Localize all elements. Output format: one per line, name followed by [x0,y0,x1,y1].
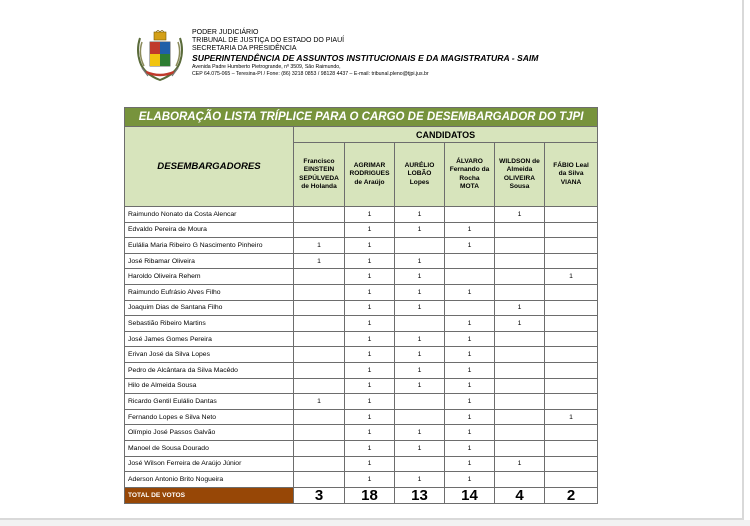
candidate-name-line: AURÉLIO [404,162,435,170]
desembargador-name: Ricardo Gentil Eulálio Dantas [125,394,294,410]
candidate-name-line: WILDSON de [499,158,540,166]
candidate-name-line: EINSTEIN [303,166,335,174]
header-address: Avenida Padre Humberto Pietrogrande, nº 3509, São Raimundo, [192,64,341,70]
vote-cell [395,316,445,332]
vote-cell [294,472,345,488]
table-row [125,425,598,441]
vote-cell [495,440,545,456]
vote-cell: 1 [445,362,495,378]
votes-table [124,107,598,504]
total-votes-value: 3 [294,487,345,503]
desembargador-name: José James Gomes Pereira [125,331,294,347]
vote-cell [495,425,545,441]
vote-cell: 1 [345,440,395,456]
candidate-name-line: ÁLVARO [456,158,483,166]
header-line-2: TRIBUNAL DE JUSTIÇA DO ESTADO DO PIAUÍ [192,37,345,44]
desembargador-name: Haroldo Oliveira Rehem [125,269,294,285]
vote-cell [395,456,445,472]
vote-cell: 1 [345,269,395,285]
total-row [125,487,598,503]
vote-cell [445,269,495,285]
vote-cell [294,440,345,456]
candidate-name-line: SEPÚLVEDA [299,174,339,182]
total-votes-value: 14 [445,487,495,503]
vote-cell: 1 [395,300,445,316]
table-row [125,409,598,425]
table-row [125,394,598,410]
table-title: ELABORAÇÃO LISTA TRÍPLICE PARA O CARGO DE DESEMBARGADOR DO TJPI [125,108,598,127]
total-votes-value: 4 [495,487,545,503]
vote-cell [294,284,345,300]
vote-cell [545,347,598,363]
vote-cell [495,394,545,410]
vote-cell: 1 [345,222,395,238]
vote-cell: 1 [445,440,495,456]
desembargador-name: Aderson Antonio Brito Nogueira [125,472,294,488]
vote-cell [294,300,345,316]
vote-cell: 1 [395,362,445,378]
vote-cell: 1 [445,284,495,300]
candidate-name-line: Francisco [303,158,335,166]
desembargador-name: Raimundo Nonato da Costa Alencar [125,207,294,223]
vote-cell: 1 [345,347,395,363]
vote-cell: 1 [445,331,495,347]
desembargador-name: Joaquim Dias de Santana Filho [125,300,294,316]
vote-cell: 1 [395,222,445,238]
candidate-name-line: Lopes [409,178,430,186]
vote-cell [545,378,598,394]
table-body [125,207,598,504]
vote-cell: 1 [445,222,495,238]
vote-cell [545,456,598,472]
candidate-name-line: de Holanda [301,182,337,190]
vote-cell [545,394,598,410]
candidate-name-line: de Araújo [354,178,385,186]
table-row [125,284,598,300]
vote-cell [445,300,495,316]
vote-cell [545,362,598,378]
vote-cell: 1 [395,347,445,363]
table-row [125,331,598,347]
vote-cell [294,425,345,441]
vote-cell [495,269,545,285]
vote-cell [445,207,495,223]
vote-cell [545,300,598,316]
vote-cell: 1 [395,253,445,269]
candidate-name-line: VIANA [560,178,582,186]
vote-cell: 1 [294,238,345,254]
vote-cell [395,238,445,254]
header-line-1: PODER JUDICIÁRIO [192,29,259,36]
candidate-name-line: da Silva [558,170,584,178]
candidate-name-line: RODRIGUES [349,170,390,178]
vote-cell: 1 [445,409,495,425]
desembargador-name: Hilo de Almeida Sousa [125,378,294,394]
vote-cell [495,347,545,363]
candidate-name-line: MOTA [460,182,479,190]
vote-cell [545,253,598,269]
desembargador-name: Raimundo Eufrásio Alves Filho [125,284,294,300]
vote-cell: 1 [345,472,395,488]
header-contact: CEP 64.075-065 – Teresina-PI / Fone: (86) 3218 0853 / 98128 4437 – E-mail: tribunal.pleno@tjpi.jus.br [192,71,429,77]
table-row [125,362,598,378]
vote-cell [495,284,545,300]
candidate-name-line: Fernando da [449,166,490,174]
vote-cell: 1 [345,300,395,316]
header-line-3: SECRETARIA DA PRESIDÊNCIA [192,45,297,52]
letterhead [192,29,612,78]
vote-cell: 1 [345,331,395,347]
desembargador-name: Sebastião Ribeiro Martins [125,316,294,332]
vote-cell [294,456,345,472]
vote-cell: 1 [395,331,445,347]
desembargador-name: Erivan José da Silva Lopes [125,347,294,363]
table-row [125,347,598,363]
vote-cell: 1 [345,362,395,378]
vote-cell [545,284,598,300]
desembargador-name: Fernando Lopes e Silva Neto [125,409,294,425]
vote-cell [294,207,345,223]
vote-cell: 1 [345,316,395,332]
candidate-name-line: AGRIMAR [353,162,386,170]
candidates-header: CANDIDATOS [294,127,598,143]
vote-cell [294,409,345,425]
vote-cell: 1 [495,316,545,332]
table-row [125,378,598,394]
desembargador-name: Eulália Maria Ribeiro G Nascimento Pinheiro [125,238,294,254]
desembargador-name: Manoel de Sousa Dourado [125,440,294,456]
vote-cell [545,425,598,441]
total-votes-value: 2 [545,487,598,503]
vote-cell [495,331,545,347]
candidate-name-line: LOBÃO [407,170,432,178]
vote-cell: 1 [395,440,445,456]
vote-cell [545,207,598,223]
table-row [125,253,598,269]
vote-cell [495,238,545,254]
candidate-name-line: Sousa [509,182,530,190]
vote-cell: 1 [345,238,395,254]
vote-cell [294,331,345,347]
vote-cell: 1 [345,207,395,223]
header-department: SUPERINTENDÊNCIA DE ASSUNTOS INSTITUCIONAIS E DA MAGISTRATURA - SAIM [192,53,539,63]
vote-cell [495,253,545,269]
vote-cell: 1 [345,253,395,269]
table-row [125,238,598,254]
vote-cell [495,378,545,394]
vote-cell [495,472,545,488]
vote-cell: 1 [445,472,495,488]
vote-cell: 1 [445,347,495,363]
vote-cell: 1 [495,300,545,316]
vote-cell [495,222,545,238]
desembargador-name: José Wilson Ferreira de Araújo Júnior [125,456,294,472]
table-row [125,300,598,316]
candidate-name-line: Rocha [459,174,480,182]
viewer-bottom-bar [0,520,750,526]
vote-cell: 1 [395,472,445,488]
vote-cell: 1 [395,425,445,441]
table-row [125,269,598,285]
vote-cell: 1 [345,394,395,410]
vote-cell [545,316,598,332]
desembargador-name: José Ribamar Oliveira [125,253,294,269]
table-row [125,472,598,488]
candidate-header-2 [345,143,395,207]
total-label: TOTAL DE VOTOS [125,487,294,503]
table-row [125,316,598,332]
vote-cell [545,472,598,488]
desembargadores-header: DESEMBARGADORES [125,127,294,207]
vote-cell [395,409,445,425]
vote-cell: 1 [445,394,495,410]
candidate-name-line: OLIVEIRA [503,174,536,182]
total-votes-value: 13 [395,487,445,503]
vote-cell [294,269,345,285]
vote-cell [294,378,345,394]
candidate-header-4 [445,143,495,207]
desembargador-name: Edvaldo Pereira de Moura [125,222,294,238]
vote-cell: 1 [445,456,495,472]
table-row [125,456,598,472]
candidate-header-1 [294,143,345,207]
desembargador-name: Olímpio José Passos Galvão [125,425,294,441]
vote-cell: 1 [345,378,395,394]
candidate-name-line: Almeida [506,166,533,174]
vote-cell: 1 [395,207,445,223]
vote-cell [294,362,345,378]
vote-cell [545,238,598,254]
total-votes-value: 18 [345,487,395,503]
vote-cell: 1 [445,316,495,332]
vote-cell [545,331,598,347]
vote-cell: 1 [345,284,395,300]
vote-cell: 1 [545,269,598,285]
candidate-header-3 [395,143,445,207]
vote-cell [294,316,345,332]
vote-cell [545,222,598,238]
vote-cell: 1 [445,238,495,254]
vote-cell: 1 [545,409,598,425]
vote-cell [294,222,345,238]
vote-cell: 1 [294,394,345,410]
candidate-header-5 [495,143,545,207]
vote-cell: 1 [294,253,345,269]
vote-cell: 1 [495,456,545,472]
vote-cell: 1 [395,284,445,300]
table-row [125,440,598,456]
vote-cell [294,347,345,363]
vote-cell: 1 [445,378,495,394]
table-row [125,222,598,238]
vote-cell [395,394,445,410]
coat-of-arms-icon [134,30,186,86]
vote-cell: 1 [345,425,395,441]
vote-cell: 1 [345,456,395,472]
vote-cell [445,253,495,269]
desembargador-name: Pedro de Alcântara da Silva Macêdo [125,362,294,378]
candidate-header-6 [545,143,598,207]
vote-cell: 1 [445,425,495,441]
vote-cell: 1 [395,269,445,285]
vote-cell [495,409,545,425]
vote-cell [545,440,598,456]
vote-cell: 1 [345,409,395,425]
vote-cell: 1 [495,207,545,223]
candidate-name-line: FÁBIO Leal [553,162,589,170]
vote-cell: 1 [395,378,445,394]
vote-cell [495,362,545,378]
table-row [125,207,598,223]
